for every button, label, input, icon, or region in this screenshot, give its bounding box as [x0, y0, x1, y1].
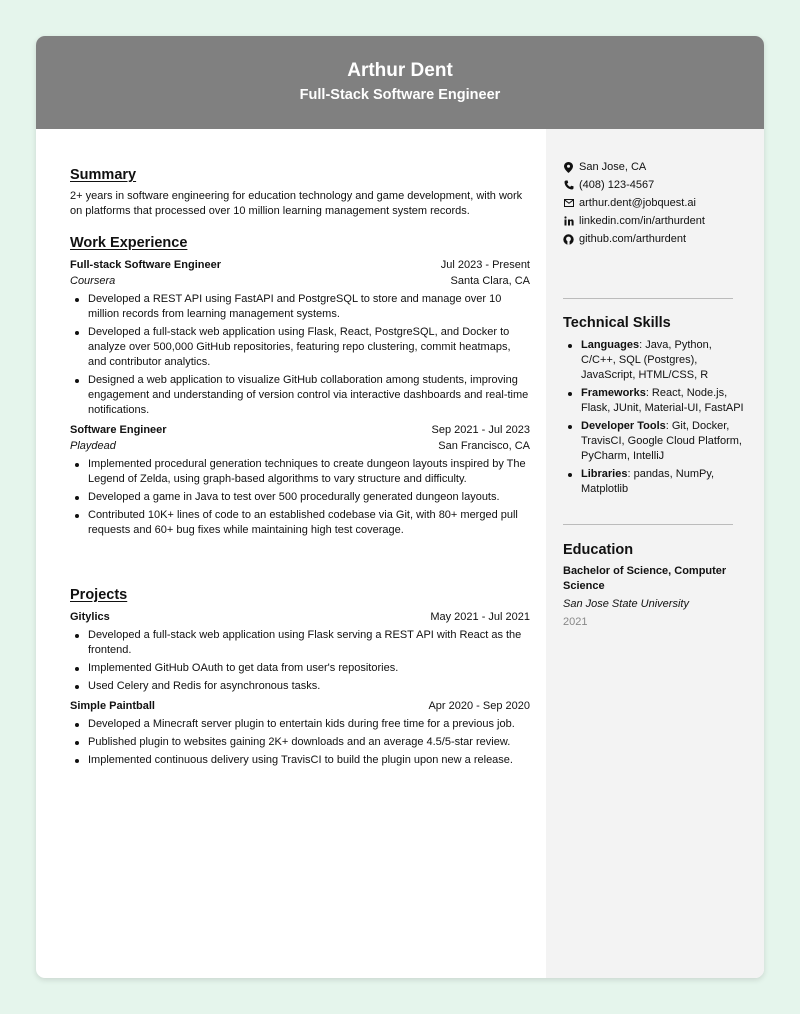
linkedin-icon: [563, 216, 574, 227]
contact-list: [563, 158, 705, 248]
contact-location: San Jose, CA: [563, 158, 705, 176]
contact-email: arthur.dent@jobquest.ai: [563, 194, 705, 212]
contact-github: github.com/arthurdent: [563, 230, 705, 248]
list-item: Developed a Minecraft server plugin to entertain kids during free time for a previous job.: [70, 717, 530, 732]
list-item: Developed a full-stack web application using Flask, React, PostgreSQL, and Docker to analyze over 500,000 GitHub repositories, featuring repo clustering, commit heatmaps, and contributor analytics.: [70, 325, 530, 370]
job-entry: [70, 257, 530, 418]
candidate-title: Full-Stack Software Engineer: [299, 87, 501, 103]
list-item: Implemented procedural generation techniques to create dungeon layouts inspired by The Legend of Zelda, using graph-based algorithms to vary structure and difficulty.: [70, 457, 530, 487]
sidebar: [546, 129, 764, 978]
job-entry: [70, 422, 530, 538]
skills-heading: Technical Skills: [563, 315, 671, 331]
location-pin-icon: [563, 162, 574, 173]
project-name: Simple Paintball: [70, 700, 155, 712]
email-icon: [563, 198, 574, 209]
education-heading: Education: [563, 542, 634, 558]
job-company: Coursera: [70, 275, 116, 287]
project-dates: May 2021 - Jul 2021: [430, 611, 530, 623]
work-section: [70, 235, 530, 541]
list-item: Developed a full-stack web application using Flask serving a REST API with React as the frontend.: [70, 628, 530, 658]
job-location: San Francisco, CA: [438, 440, 530, 452]
sidebar-divider: [563, 298, 733, 299]
job-location: Santa Clara, CA: [450, 275, 530, 287]
phone-icon: [563, 180, 574, 191]
contact-phone: (408) 123-4567: [563, 176, 705, 194]
list-item: Developed a game in Java to test over 500 procedurally generated dungeon layouts.: [70, 490, 530, 505]
education-section: [563, 542, 748, 630]
list-item: Frameworks: React, Node.js, Flask, JUnit, Material-UI, FastAPI: [563, 386, 748, 416]
list-item: Designed a web application to visualize GitHub collaboration among students, improving engagement and understanding of version control via interactive dashboards and real-time notifications.: [70, 373, 530, 418]
list-item: Published plugin to websites gaining 2K+ downloads and an average 4.5/5-star review.: [70, 735, 530, 750]
education-degree: Bachelor of Science, Computer Science: [563, 565, 727, 592]
projects-section: [70, 587, 530, 771]
list-item: Developer Tools: Git, Docker, TravisCI, Google Cloud Platform, PyCharm, IntelliJ: [563, 419, 748, 464]
projects-heading: Projects: [70, 587, 128, 603]
list-item: Libraries: pandas, NumPy, Matplotlib: [563, 467, 748, 497]
list-item: Implemented GitHub OAuth to get data from user's repositories.: [70, 661, 530, 676]
skills-section: [563, 315, 748, 500]
list-item: Used Celery and Redis for asynchronous tasks.: [70, 679, 530, 694]
list-item: Developed a REST API using FastAPI and PostgreSQL to store and manage over 10 million records from learning management systems.: [70, 292, 530, 322]
job-dates: Jul 2023 - Present: [440, 259, 530, 271]
candidate-name: Arthur Dent: [347, 60, 453, 81]
project-bullets: [70, 628, 530, 694]
list-item: Contributed 10K+ lines of code to an established codebase via Git, with 80+ merged pull requests and 60+ bug fixes while maintaining high test coverage.: [70, 508, 530, 538]
job-role: Software Engineer: [70, 424, 167, 436]
job-company: Playdead: [70, 440, 116, 452]
summary-section: [70, 167, 530, 219]
list-item: Languages: Java, Python, C/C++, SQL (Postgres), JavaScript, HTML/CSS, R: [563, 338, 748, 383]
job-bullets: [70, 457, 530, 538]
contact-linkedin: linkedin.com/in/arthurdent: [563, 212, 705, 230]
job-bullets: [70, 292, 530, 418]
resume-header: [36, 36, 764, 129]
education-school: San Jose State University: [563, 598, 689, 610]
summary-text: 2+ years in software engineering for education technology and game development, with work on platforms that processed over 10 million learning management system records.: [70, 190, 523, 217]
project-name: Gitylics: [70, 611, 110, 623]
skills-list: [563, 338, 748, 497]
project-entry: [70, 609, 530, 694]
job-dates: Sep 2021 - Jul 2023: [431, 424, 530, 436]
project-entry: [70, 698, 530, 768]
project-bullets: [70, 717, 530, 768]
github-icon: [563, 234, 574, 245]
education-year: 2021: [563, 616, 588, 628]
summary-heading: Summary: [70, 167, 137, 183]
resume-card: [36, 36, 764, 978]
list-item: Implemented continuous delivery using TravisCI to build the plugin upon new a release.: [70, 753, 530, 768]
sidebar-divider: [563, 524, 733, 525]
project-dates: Apr 2020 - Sep 2020: [428, 700, 530, 712]
job-role: Full-stack Software Engineer: [70, 259, 221, 271]
work-heading: Work Experience: [70, 235, 188, 251]
